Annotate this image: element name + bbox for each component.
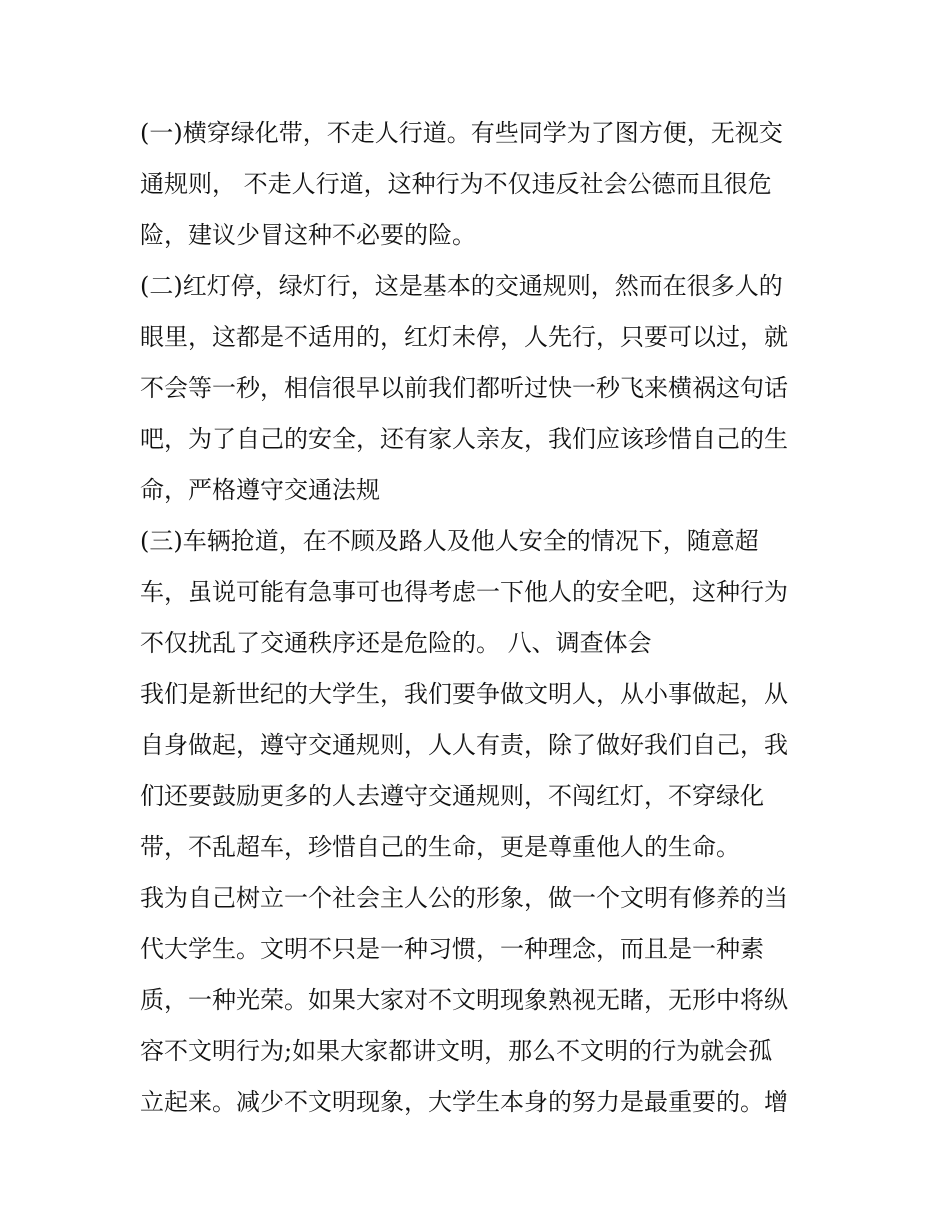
text-line: 命，严格遵守交通法规 [140, 476, 380, 504]
text-line: (三)车辆抢道，在不顾及路人及他人安全的情况下，随意超 [140, 527, 759, 555]
text-line: 自身做起，遵守交通规则，人人有责，除了做好我们自己，我 [140, 731, 788, 759]
text-line: 眼里，这都是不适用的，红灯未停，人先行，只要可以过，就 [140, 323, 788, 351]
text-line: 容不文明行为;如果大家都讲文明，那么不文明的行为就会孤 [140, 1037, 773, 1065]
text-line: (一)横穿绿化带，不走人行道。有些同学为了图方便，无视交 [140, 119, 783, 147]
text-line: 不仅扰乱了交通秩序还是危险的。 八、调查体会 [140, 629, 652, 657]
text-line: 吧，为了自己的安全，还有家人亲友，我们应该珍惜自己的生 [140, 425, 788, 453]
text-line: (二)红灯停，绿灯行，这是基本的交通规则，然而在很多人的 [140, 272, 783, 300]
text-line: 车，虽说可能有急事可也得考虑一下他人的安全吧，这种行为 [140, 578, 788, 606]
document-body [140, 108, 830, 1128]
text-line: 不会等一秒，相信很早以前我们都听过快一秒飞来横祸这句话 [140, 374, 788, 402]
text-line: 质，一种光荣。如果大家对不文明现象熟视无睹，无形中将纵 [140, 986, 788, 1014]
text-line: 我们是新世纪的大学生，我们要争做文明人，从小事做起，从 [140, 680, 788, 708]
text-line: 立起来。减少不文明现象，大学生本身的努力是最重要的。增 [140, 1088, 788, 1116]
text-line: 代大学生。文明不只是一种习惯，一种理念，而且是一种素 [140, 935, 764, 963]
text-line: 我为自己树立一个社会主人公的形象，做一个文明有修养的当 [140, 884, 788, 912]
text-line: 带，不乱超车，珍惜自己的生命，更是尊重他人的生命。 [140, 833, 740, 861]
text-line: 险，建议少冒这种不必要的险。 [140, 221, 476, 249]
text-line: 通规则， 不走人行道，这种行为不仅违反社会公德而且很危 [140, 170, 772, 198]
text-line: 们还要鼓励更多的人去遵守交通规则，不闯红灯，不穿绿化 [140, 782, 764, 810]
